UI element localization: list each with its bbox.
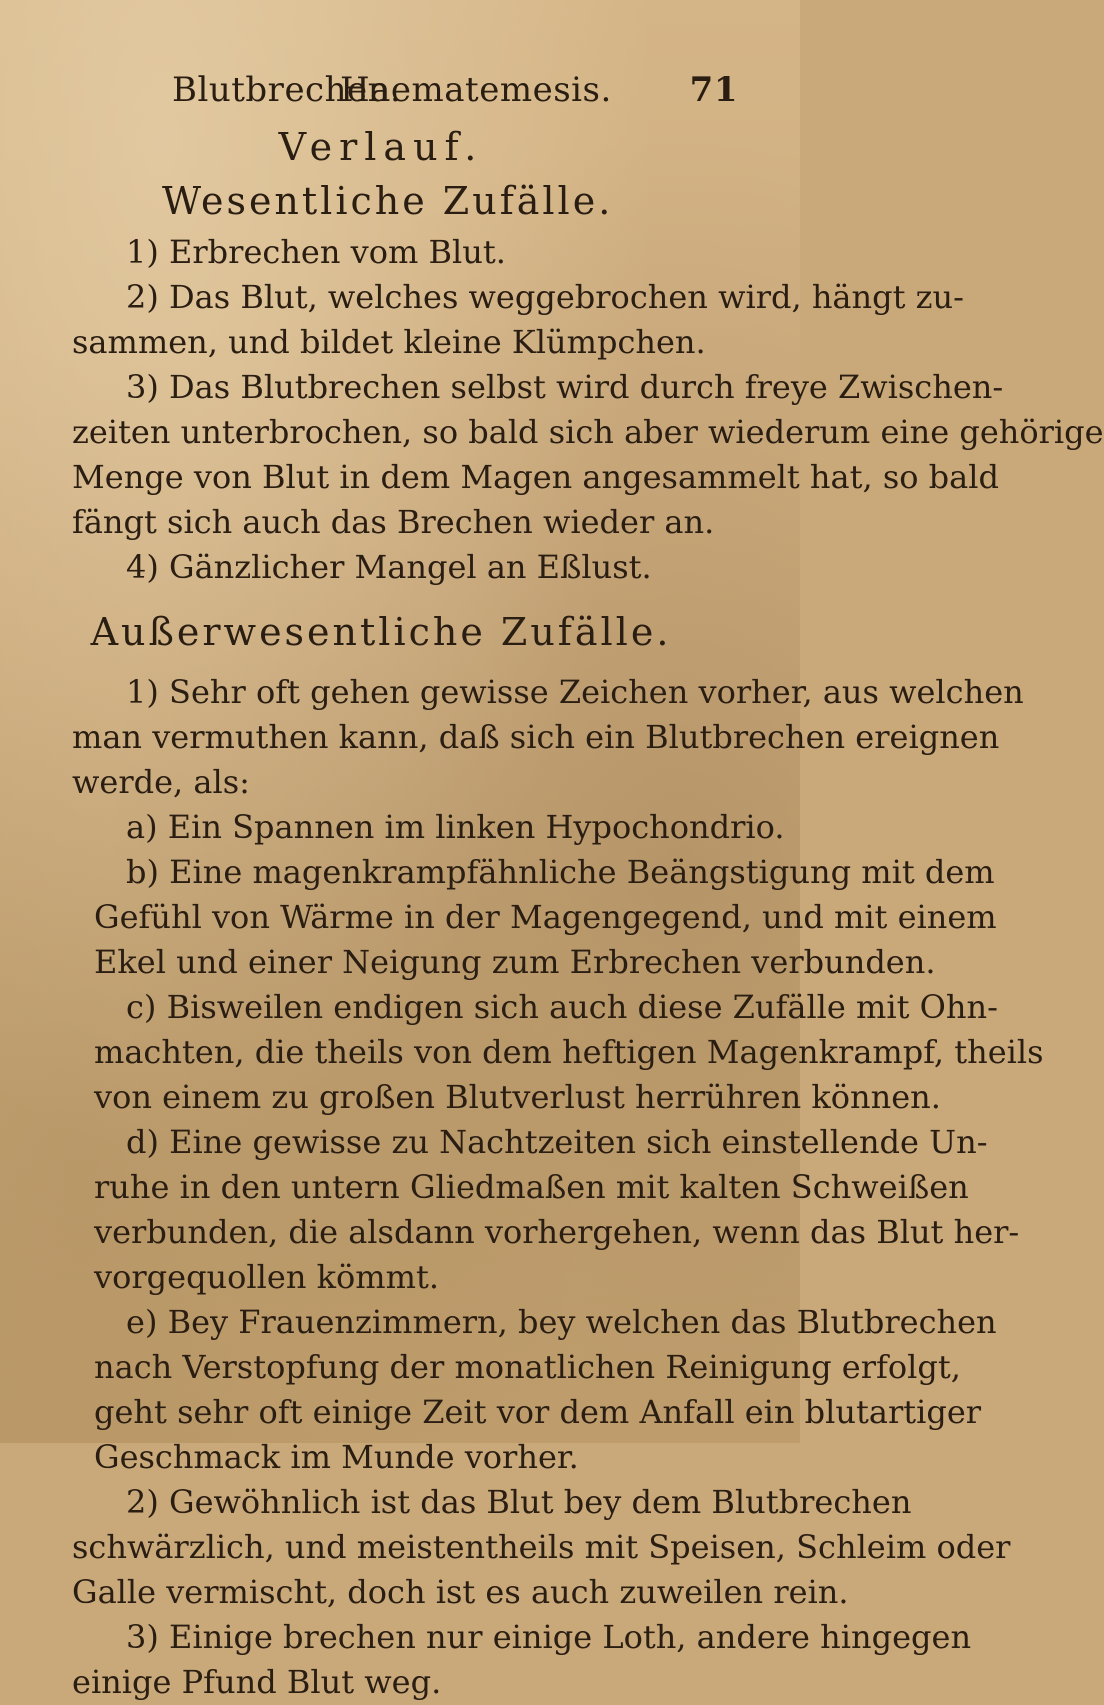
text-line: 1) Sehr oft gehen gewisse Zeichen vorher, aus welchen — [126, 673, 1024, 711]
text-line: werde, als: — [72, 763, 250, 801]
nonessential-symptoms-heading: Außerwesentliche Zufälle. — [90, 610, 672, 654]
text-line: verbunden, die alsdann vorhergehen, wenn das Blut her- — [94, 1213, 1020, 1251]
running-head-title: Blutbrechen. — [172, 70, 402, 110]
text-line: zeiten unterbrochen, so bald sich aber wiederum eine gehörige — [72, 413, 1104, 451]
text-line: 3) Einige brechen nur einige Loth, andere hingegen — [126, 1618, 972, 1656]
text-line: e) Bey Frauenzimmern, bey welchen das Blutbrechen — [126, 1303, 997, 1341]
text-line: 2) Das Blut, welches weggebrochen wird, hängt zu- — [126, 278, 964, 316]
text-line: schwärzlich, und meistentheils mit Speisen, Schleim oder — [72, 1528, 1011, 1566]
section-heading: Verlauf. — [278, 125, 484, 169]
essential-symptoms-heading: Wesentliche Zufälle. — [162, 179, 614, 223]
text-line: einige Pfund Blut weg. — [72, 1663, 442, 1701]
running-head-latin-title: Haematemesis. — [340, 70, 612, 110]
text-line: a) Ein Spannen im linken Hypochondrio. — [126, 808, 785, 846]
text-line: sammen, und bildet kleine Klümpchen. — [72, 323, 706, 361]
running-head — [72, 58, 738, 122]
text-line: c) Bisweilen endigen sich auch diese Zufälle mit Ohn- — [126, 988, 998, 1026]
page-number: 71 — [689, 70, 738, 110]
text-line: d) Eine gewisse zu Nachtzeiten sich einstellende Un- — [126, 1123, 988, 1161]
nonessential-subitem-c — [72, 985, 1044, 1120]
text-line: 1) Erbrechen vom Blut. — [126, 233, 506, 271]
text-line: 2) Gewöhnlich ist das Blut bey dem Blutbrechen — [126, 1483, 912, 1521]
text-line: ruhe in den untern Gliedmaßen mit kalten Schweißen — [94, 1168, 969, 1206]
text-line: 3) Das Blutbrechen selbst wird durch freye Zwischen- — [126, 368, 1004, 406]
nonessential-item-3 — [72, 1615, 972, 1705]
text-line: geht sehr oft einige Zeit vor dem Anfall ein blutartiger — [94, 1393, 982, 1431]
text-line: vorgequollen kömmt. — [94, 1258, 439, 1296]
nonessential-subitem-a — [72, 805, 785, 850]
essential-item-4 — [72, 545, 730, 590]
text-line: von einem zu großen Blutverlust herrühren können. — [94, 1078, 941, 1116]
text-line: Geschmack im Munde vorher. — [94, 1438, 579, 1476]
nonessential-subitem-e — [72, 1300, 997, 1480]
essential-item-3 — [72, 365, 1104, 545]
text-line: b) Eine magenkrampfähnliche Beängstigung mit dem — [126, 853, 995, 891]
text-line: Ekel und einer Neigung zum Erbrechen verbunden. — [94, 943, 936, 981]
text-line: machten, die theils von dem heftigen Magenkrampf, theils — [94, 1033, 1044, 1071]
text-line: man vermuthen kann, daß sich ein Blutbrechen ereignen — [72, 718, 1000, 756]
text-line: 4) Gänzlicher Mangel an Eßlust. — [126, 548, 652, 586]
nonessential-item-1 — [72, 670, 1024, 805]
text-line: Gefühl von Wärme in der Magengegend, und mit einem — [94, 898, 997, 936]
nonessential-subitem-b — [72, 850, 997, 985]
essential-item-1 — [72, 230, 730, 275]
text-line: nach Verstopfung der monatlichen Reinigung erfolgt, — [94, 1348, 961, 1386]
text-line: fängt sich auch das Brechen wieder an. — [72, 503, 715, 541]
essential-item-2 — [72, 275, 964, 365]
nonessential-item-2 — [72, 1480, 1011, 1615]
text-line: Galle vermischt, doch ist es auch zuweilen rein. — [72, 1573, 849, 1611]
nonessential-subitem-d — [72, 1120, 1020, 1300]
text-line: Menge von Blut in dem Magen angesammelt hat, so bald — [72, 458, 999, 496]
